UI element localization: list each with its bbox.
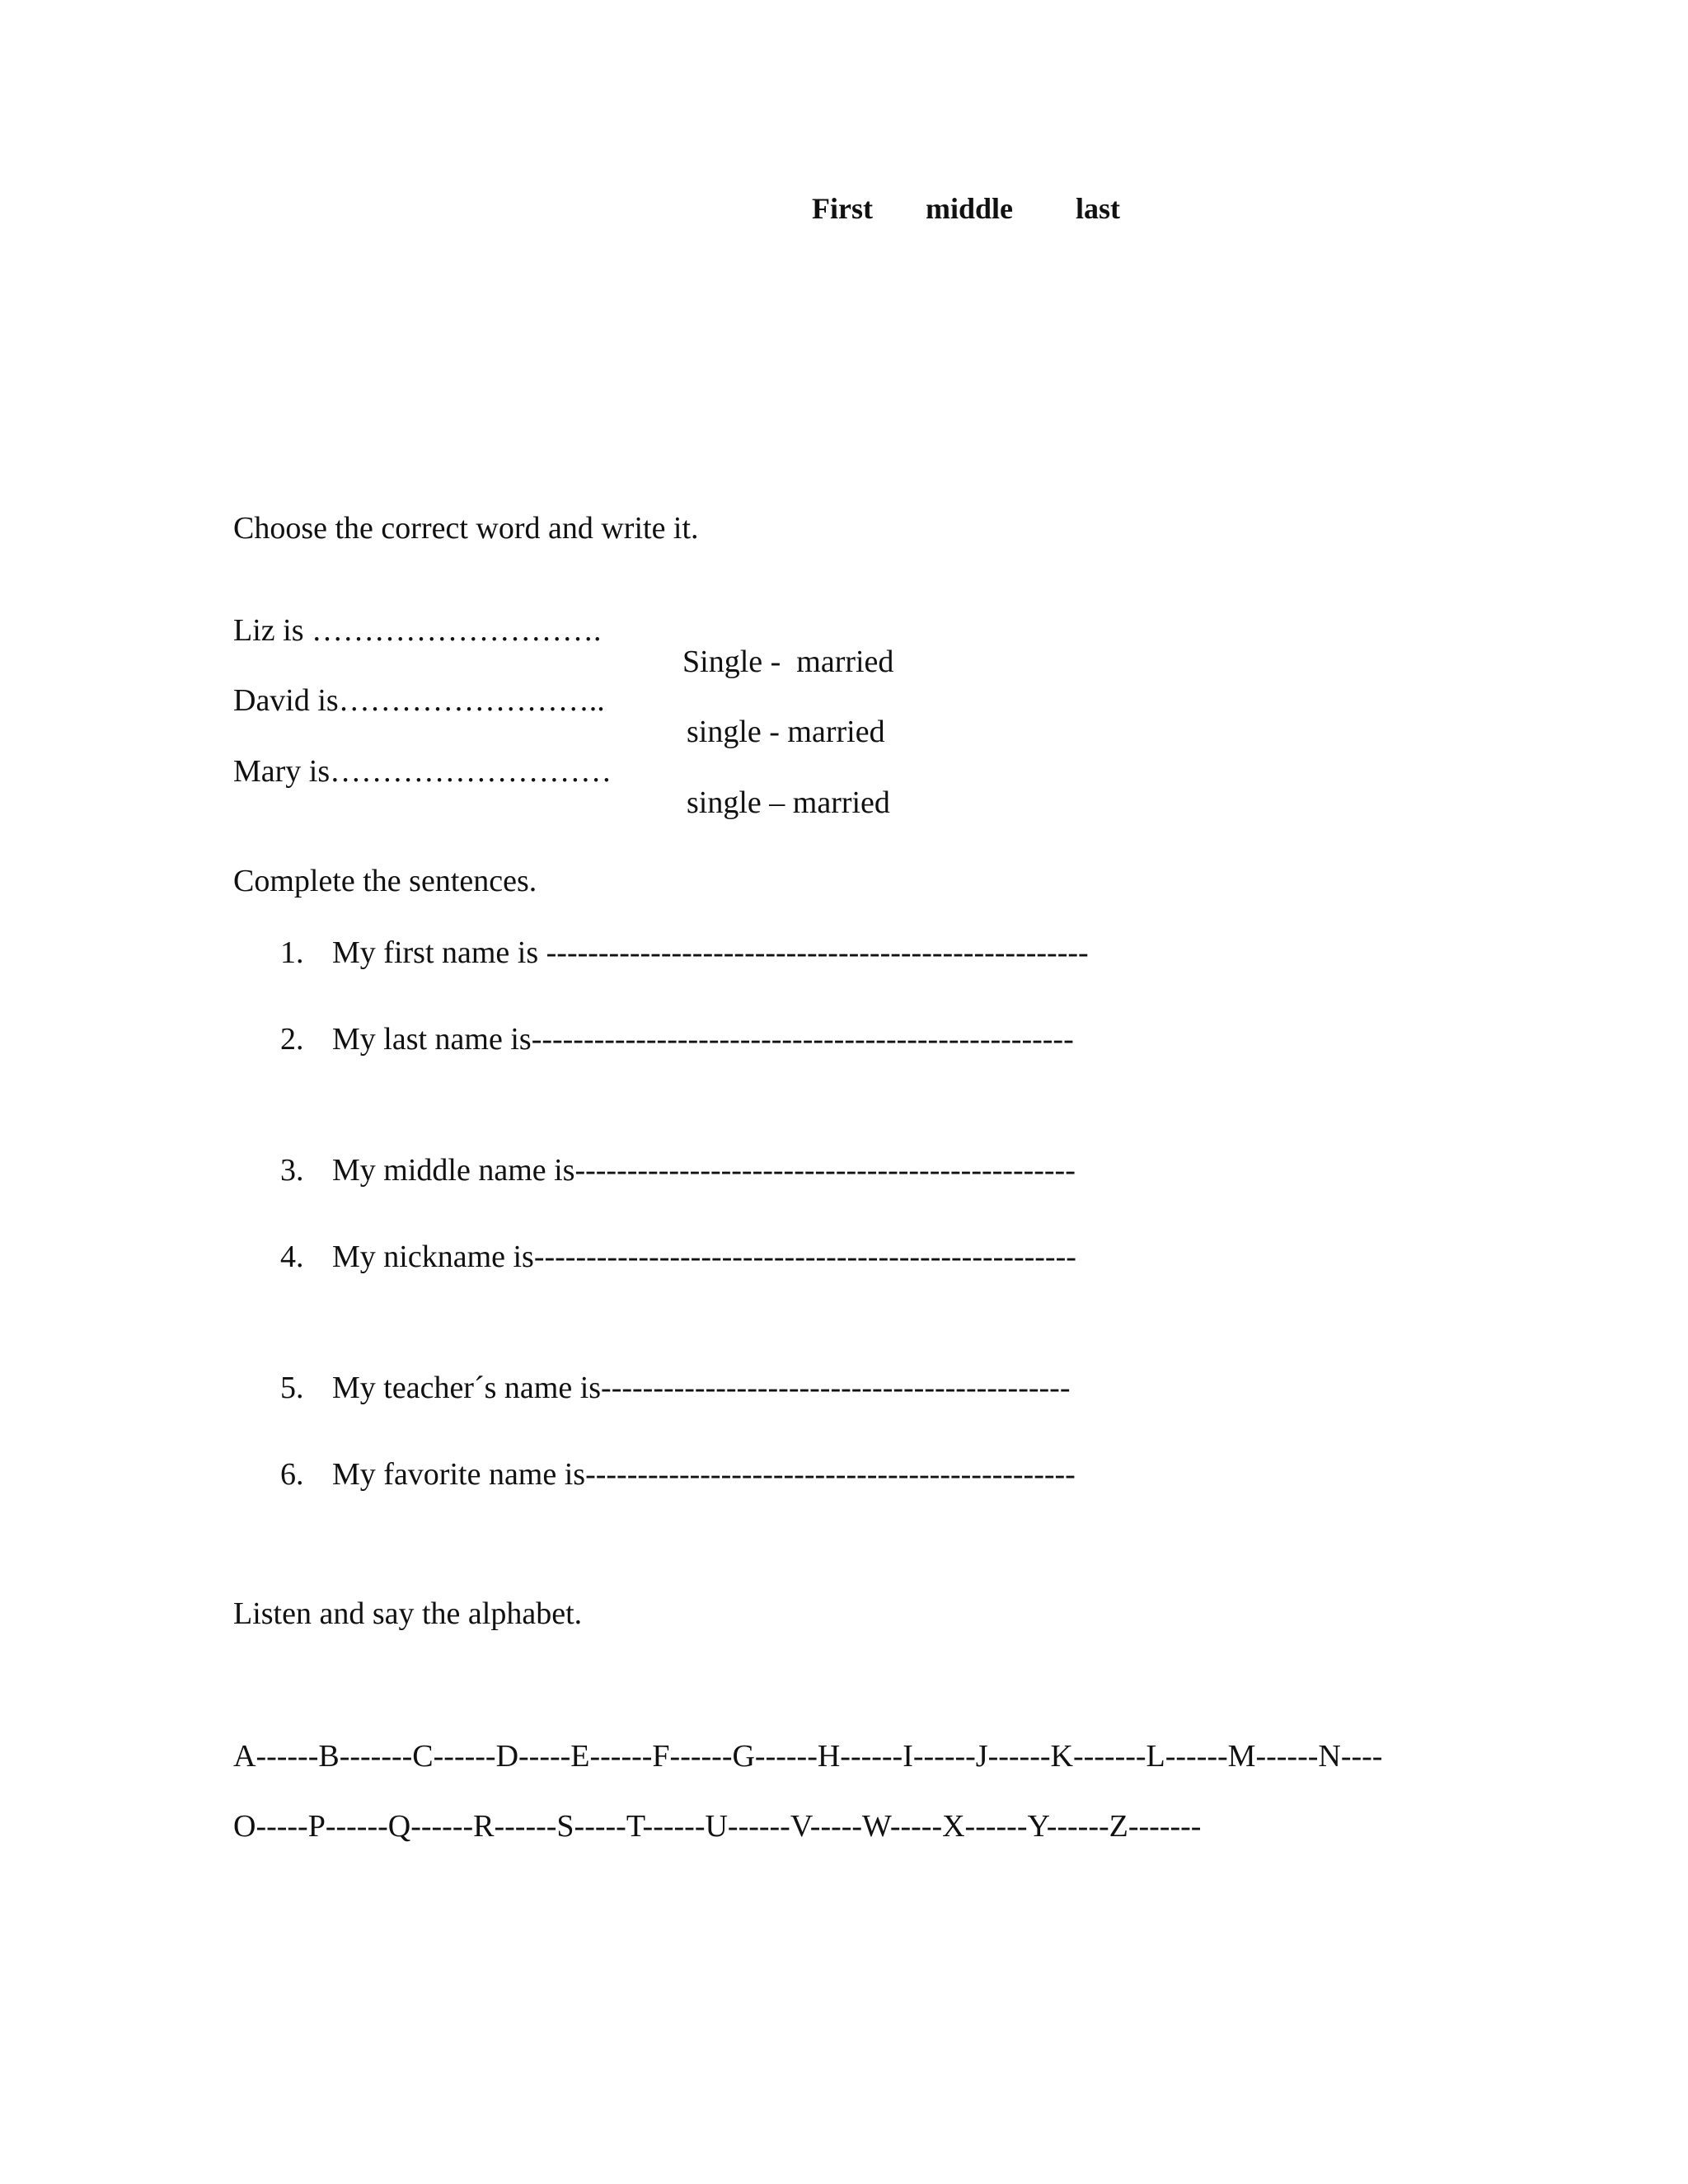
header-first: First xyxy=(812,192,873,225)
item-number: 1. xyxy=(280,935,304,970)
sentence-text: My nickname is---------------------------------------------------- xyxy=(332,1240,1076,1274)
choice-prompt: Liz is ………………………. xyxy=(233,613,602,648)
sentence-text: My teacher´s name is--------------------------------------------- xyxy=(332,1371,1071,1405)
section2-instruction: Complete the sentences. xyxy=(233,864,537,898)
sentence-text: My middle name is------------------------------------------------ xyxy=(332,1153,1076,1188)
choice-prompt: David is…………………….. xyxy=(233,683,605,718)
sentence-text: My favorite name is----------------------------------------------- xyxy=(332,1457,1076,1492)
sentence-text: My first name is ---------------------------------------------------- xyxy=(332,935,1089,970)
sentence-text: My last name is---------------------------------------------------- xyxy=(332,1022,1074,1057)
section1-instruction: Choose the correct word and write it. xyxy=(233,511,699,546)
choice-row xyxy=(0,724,1688,850)
item-number: 5. xyxy=(280,1371,304,1405)
item-number: 6. xyxy=(280,1457,304,1492)
choice-prompt: Mary is……………………… xyxy=(233,754,612,789)
alphabet-line-1: A------B-------C------D-----E------F------G------H------I------J------K-------L------M------N---- xyxy=(233,1739,1383,1774)
section3-instruction: Listen and say the alphabet. xyxy=(233,1596,583,1631)
header-last: last xyxy=(1076,192,1120,225)
choice-options: single - married xyxy=(687,715,885,749)
item-number: 3. xyxy=(280,1153,304,1188)
item-number: 4. xyxy=(280,1240,304,1274)
alphabet-line-2: O-----P------Q------R------S-----T------U------V-----W-----X------Y------Z------- xyxy=(233,1809,1202,1844)
header-middle: middle xyxy=(926,192,1014,225)
item-number: 2. xyxy=(280,1022,304,1057)
choice-options: single – married xyxy=(687,785,890,820)
choice-options: Single - married xyxy=(682,644,894,679)
